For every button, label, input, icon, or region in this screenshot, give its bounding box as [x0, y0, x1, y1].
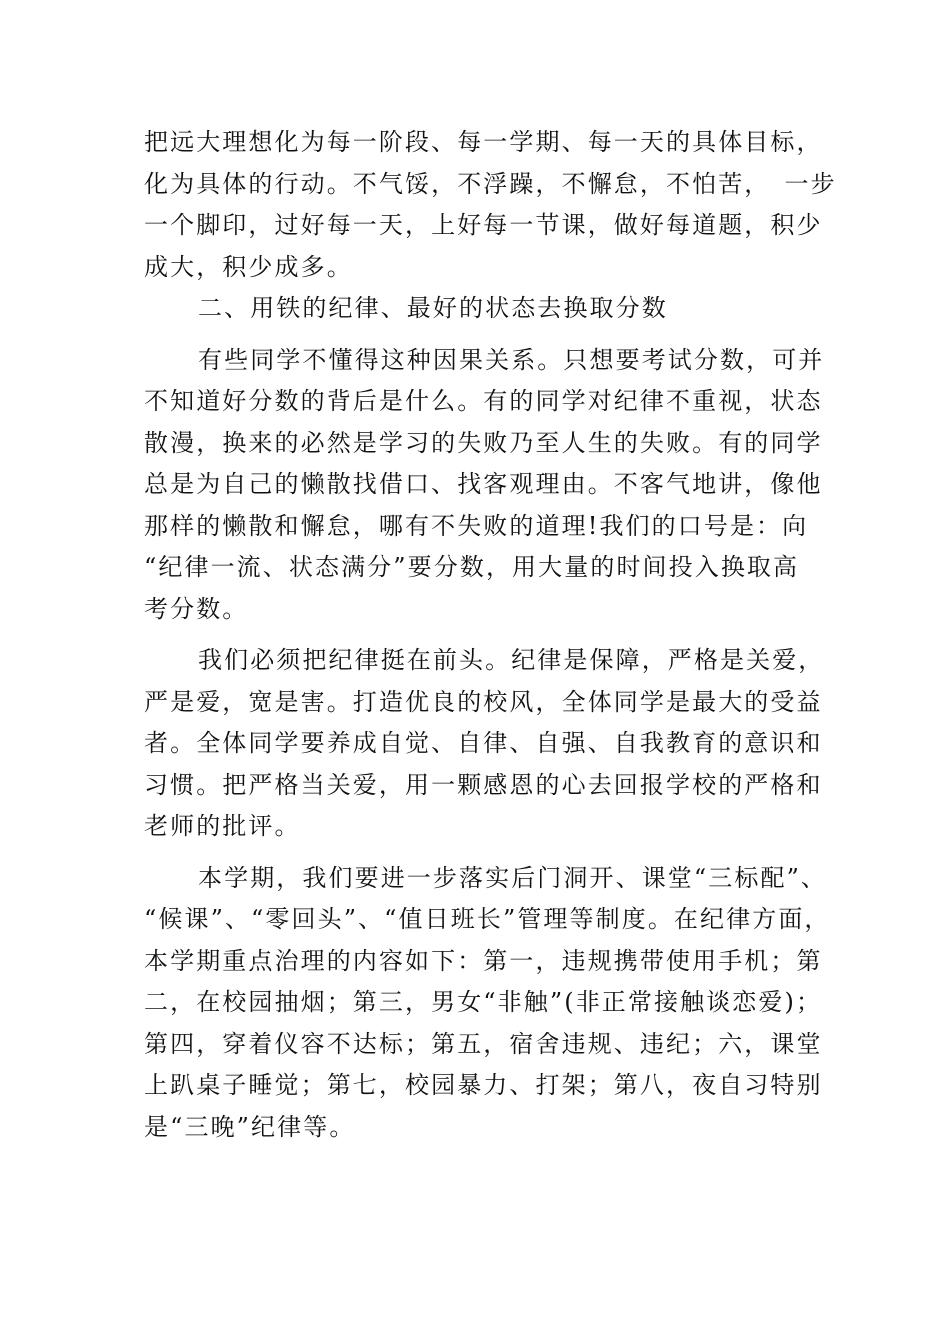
text-line: 二，在校园抽烟；第三，男女“非触”(非正常接触谈恋爱)；: [144, 988, 823, 1016]
text-line: 化为具体的行动。不气馁，不浮躁，不懈怠，不怕苦， 一步: [144, 169, 837, 198]
text-line: 考分数。: [144, 594, 249, 623]
text-line: 总是为自己的懒散找借口、找客观理由。不客气地讲，像他: [144, 470, 823, 498]
text-line: 成大，积少成多。: [144, 252, 353, 281]
paragraph-discipline: [144, 640, 825, 848]
text-line: 那样的懒散和懈怠，哪有不失败的道理!我们的口号是：向: [144, 511, 809, 540]
text-line: 本学期重点治理的内容如下：第一，违规携带使用手机；第: [144, 946, 823, 975]
text-line: 本学期，我们要进一步落实后门洞开、课堂“三标配”、: [198, 863, 828, 892]
text-line: 我们必须把纪律挺在前头。纪律是保障，严格是关爱，: [198, 646, 825, 674]
text-line: 散漫，换来的必然是学习的失败乃至人生的失败。有的同学: [144, 428, 823, 457]
paragraph-cause-effect: [144, 340, 825, 631]
text-line: 不知道好分数的背后是什么。有的同学对纪律不重视，状态: [144, 387, 823, 415]
text-line: 严是爱，宽是害。打造优良的校风，全体同学是最大的受益: [144, 687, 823, 716]
text-line: “候课”、“零回头”、“值日班长”管理等制度。在纪律方面，: [144, 905, 831, 933]
paragraph-semester-rules: [144, 858, 831, 1149]
text-line: 一个脚印，过好每一天，上好每一节课，做好每道题，积少: [144, 211, 823, 239]
text-line: 者。全体同学要养成自觉、自律、自强、自我教育的意识和: [144, 729, 823, 757]
heading-line: 二、用铁的纪律、最好的状态去换取分数: [198, 294, 668, 322]
section-heading: [144, 288, 808, 330]
text-line: 把远大理想化为每一阶段、每一学期、每一天的具体目标，: [144, 128, 823, 156]
document-body: [144, 122, 837, 1148]
paragraph-goals: [144, 122, 837, 288]
text-line: “纪律一流、状态满分”要分数，用大量的时间投入换取高: [144, 553, 800, 581]
text-line: 老师的批评。: [144, 812, 301, 840]
text-line: 是“三晚”纪律等。: [144, 1112, 356, 1141]
text-line: 有些同学不懂得这种因果关系。只想要考试分数，可并: [198, 345, 825, 374]
text-line: 上趴桌子睡觉；第七，校园暴力、打架；第八，夜自习特别: [144, 1071, 823, 1099]
text-line: 第四，穿着仪容不达标；第五，宿舍违规、违纪；六，课堂: [144, 1029, 823, 1058]
text-line: 习惯。把严格当关爱，用一颗感恩的心去回报学校的严格和: [144, 770, 823, 799]
